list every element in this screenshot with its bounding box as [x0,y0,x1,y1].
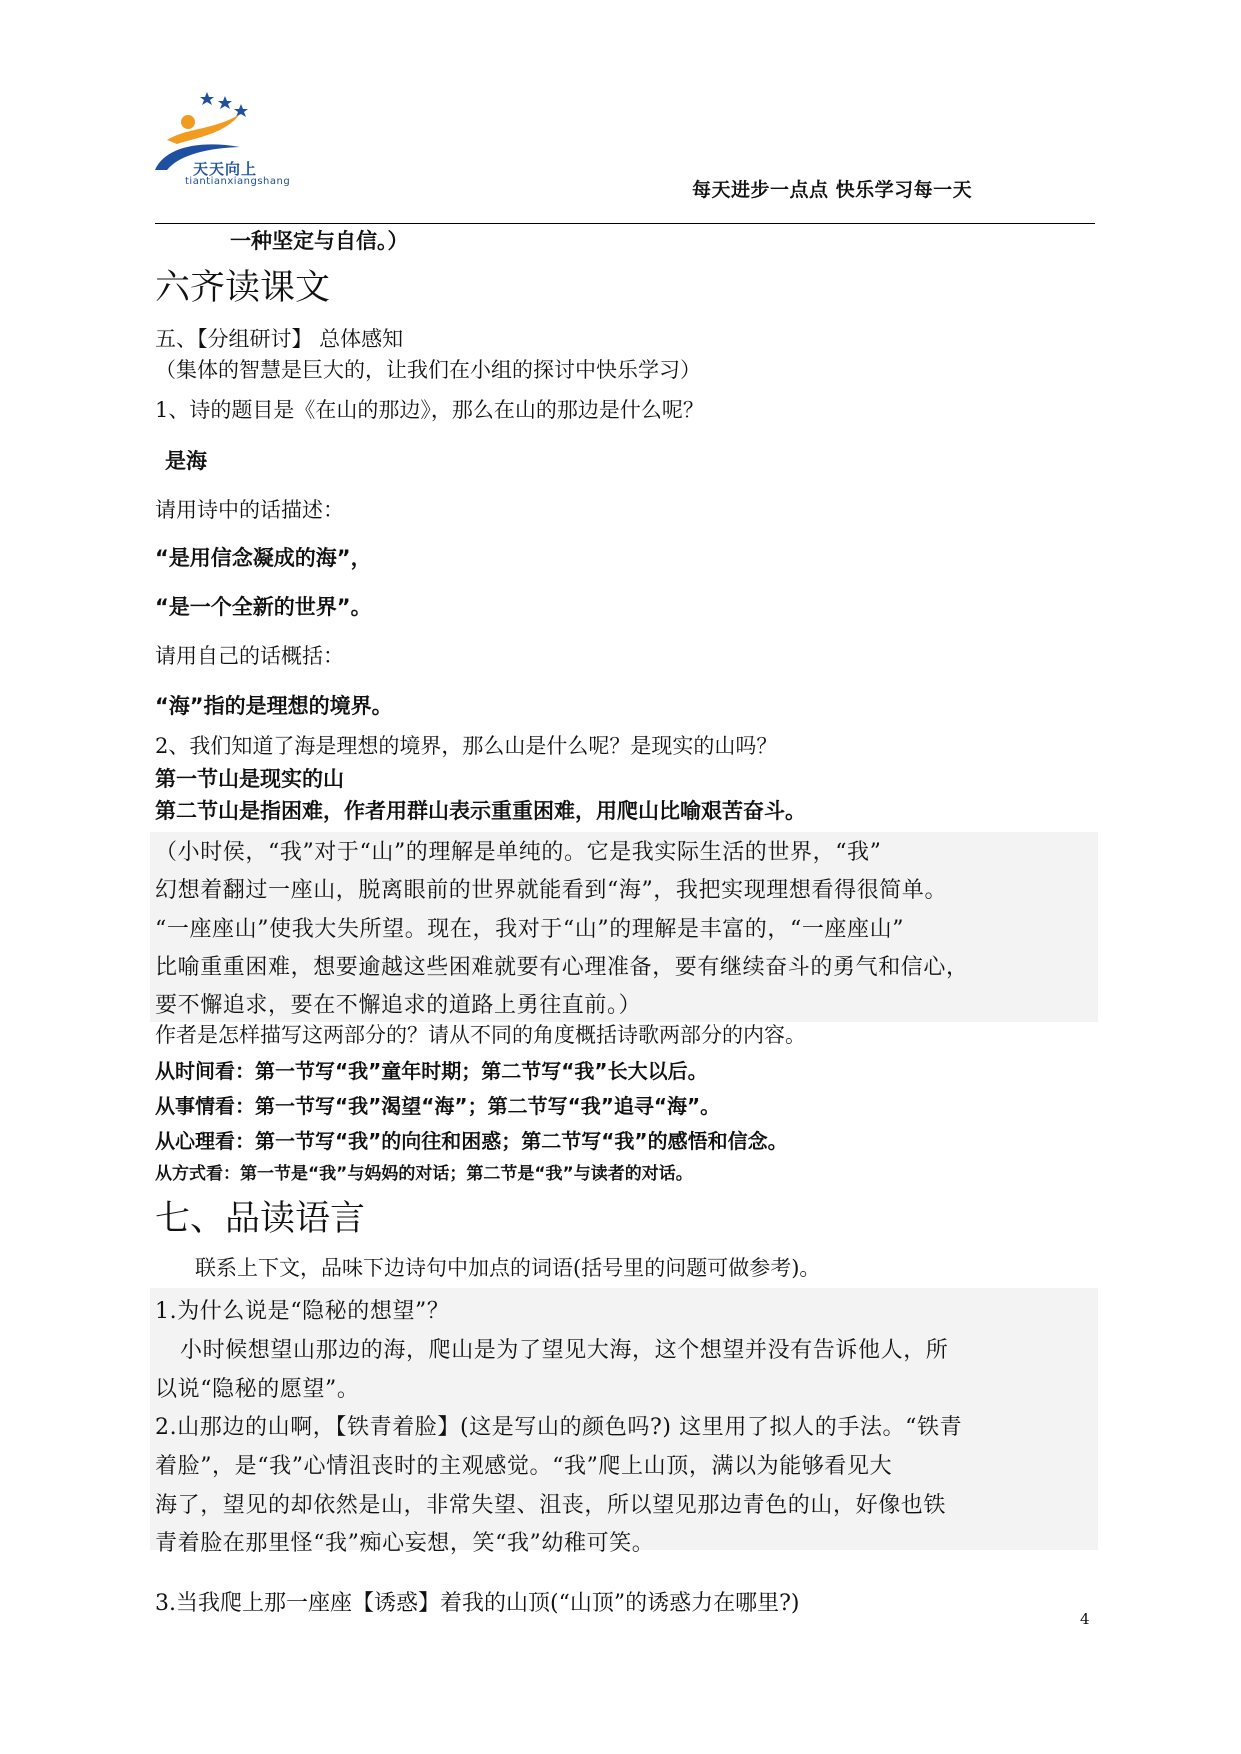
answer-line: “是用信念凝成的海”， [155,546,372,570]
answer-line: 从时间看：第一节写“我”童年时期；第二节写“我”长大以后。 [155,1059,708,1083]
paragraph-line: 比喻重重困难，想要逾越这些困难就要有心理准备，要有继续奋斗的勇气和信心， [155,955,969,980]
answer-line: 从心理看：第一节写“我”的向往和困惑；第二节写“我”的感悟和信念。 [155,1129,788,1153]
paragraph-line: 小时候想望山那边的海，爬山是为了望见大海，这个想望并没有告诉他人，所 [180,1338,949,1363]
paragraph-line: “一座座山”使我大失所望。现在，我对于“山”的理解是丰富的，“一座座山” [155,917,905,942]
text-line: 请用自己的话概括： [155,644,344,668]
question-line: 3.当我爬上那一座座【诱惑】着我的山顶(“山顶”的诱惑力在哪里?) [155,1591,800,1616]
question-line: 1、诗的题目是《在山的那边》，那么在山的那边是什么呢？ [155,398,704,422]
text-line: 一种坚定与自信。） [230,229,409,253]
answer-line: 第二节山是指困难，作者用群山表示重重困难，用爬山比喻艰苦奋斗。 [155,799,806,823]
logo-text: 天天向上 [193,160,258,178]
text-line: 联系上下文，品味下边诗句中加点的词语(括号里的问题可做参考)。 [195,1256,821,1280]
answer-line: 从事情看：第一节写“我”渴望“海”；第二节写“我”追寻“海”。 [155,1094,721,1118]
header-divider [155,223,1095,224]
paragraph-line: 着脸”，是“我”心情沮丧时的主观感觉。“我”爬上山顶，满以为能够看见大 [155,1454,893,1479]
question-line: 2、我们知道了海是理想的境界，那么山是什么呢？是现实的山吗？ [155,734,778,758]
section-heading: 六齐读课文 [155,268,331,308]
text-line: 五、【分组研讨】 总体感知 [155,327,404,351]
text-line: 请用诗中的话描述： [155,498,344,522]
page-number: 4 [1080,1610,1090,1628]
paragraph-line: 以说“隐秘的愿望”。 [155,1377,360,1402]
paragraph-line: 幻想着翻过一座山，脱离眼前的世界就能看到“海”，我把实现理想看得很简单。 [155,878,948,903]
answer-line: 第一节山是现实的山 [155,767,344,791]
logo-subtitle: tiantianxiangshang [185,176,291,187]
paragraph-line: 海了，望见的却依然是山，非常失望、沮丧，所以望见那边青色的山，好像也铁 [155,1493,947,1518]
logo [155,92,305,197]
text-line: （集体的智慧是巨大的，让我们在小组的探讨中快乐学习） [155,358,701,382]
paragraph-line: 青着脸在那里怪“我”痴心妄想，笑“我”幼稚可笑。 [155,1531,655,1556]
star-icon [234,104,248,117]
star-icon [218,96,232,109]
answer-line: “海”指的是理想的境界。 [155,694,393,718]
question-line: 作者是怎样描写这两部分的？请从不同的角度概括诗歌两部分的内容。 [155,1023,806,1047]
question-line: 1.为什么说是“隐秘的想望”？ [155,1299,450,1324]
section-heading: 七、品读语言 [155,1199,366,1239]
paragraph-line: 2.山那边的山啊，【铁青着脸】(这是写山的颜色吗?) 这里用了拟人的手法。“铁青 [155,1415,963,1440]
star-icon [200,92,214,105]
answer-line: 从方式看：第一节是“我”与妈妈的对话；第二节是“我”与读者的对话。 [155,1164,693,1184]
paragraph-line: 要不懈追求，要在不懈追求的道路上勇往直前。） [155,993,642,1018]
header-motto: 每天进步一点点 快乐学习每一天 [692,179,973,201]
answer-line: 是海 [165,449,207,473]
answer-line: “是一个全新的世界”。 [155,595,372,619]
paragraph-line: （小时侯，“我”对于“山”的理解是单纯的。它是我实际生活的世界，“我” [155,840,882,865]
